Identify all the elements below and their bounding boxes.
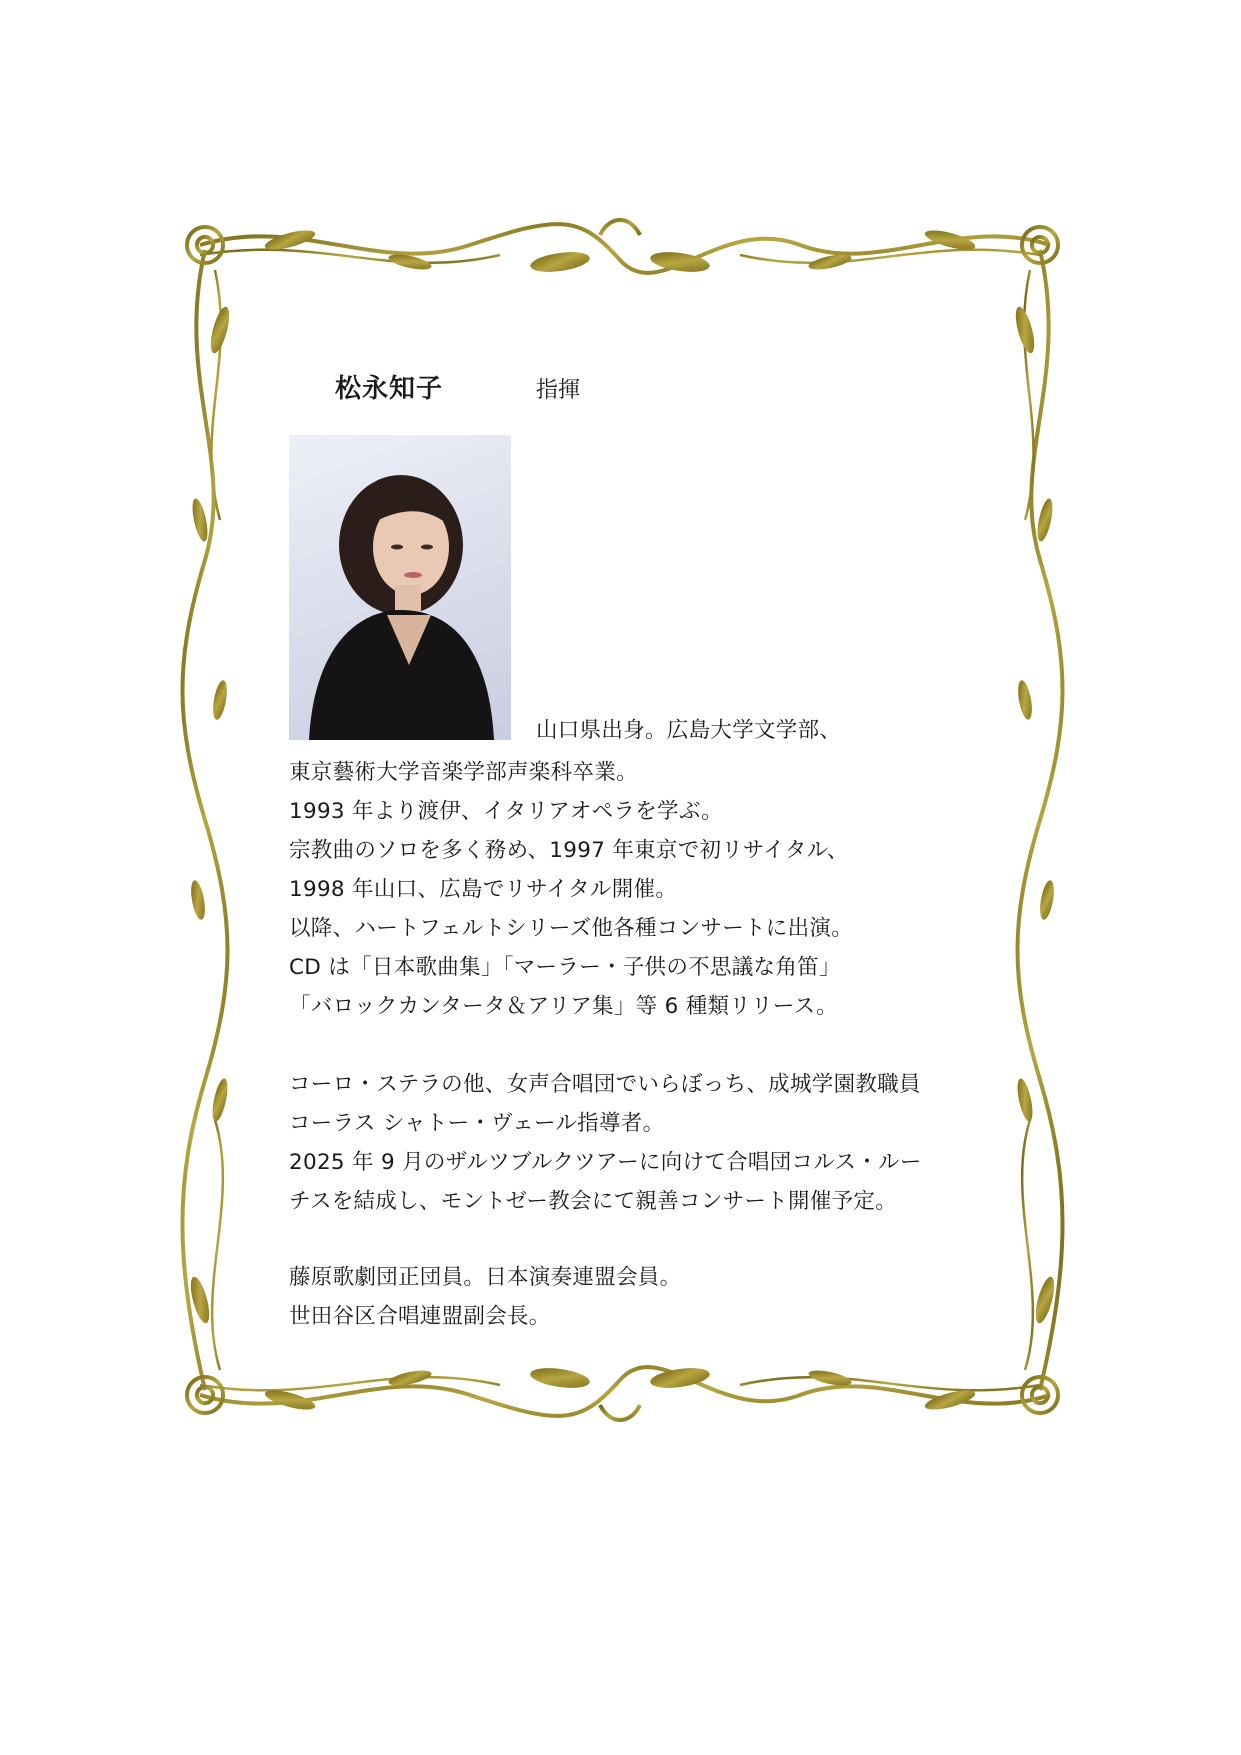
- bio-line: 世田谷区合唱連盟副会長。: [289, 1304, 551, 1329]
- bio-line: 1993 年より渡伊、イタリアオペラを学ぶ。: [289, 799, 723, 824]
- bio-line: コーラス シャトー・ヴェール指導者。: [289, 1111, 665, 1136]
- bio-line: 2025 年 9 月のザルツブルクツアーに向けて合唱団コルス・ルー: [289, 1150, 922, 1175]
- bio-line: CD は「日本歌曲集」「マーラー・子供の不思議な角笛」: [289, 955, 841, 980]
- role-label: 指揮: [536, 378, 581, 403]
- bio-line: チスを結成し、モントゼー教会にて親善コンサート開催予定。: [289, 1189, 898, 1214]
- bio-line: 藤原歌劇団正団員。日本演奏連盟会員。: [289, 1265, 682, 1290]
- bio-line: 以降、ハートフェルトシリーズ他各種コンサートに出演。: [289, 916, 854, 941]
- bio-line: 宗教曲のソロを多く務め、1997 年東京で初リサイタル、: [289, 838, 849, 863]
- bio-line: 東京藝術大学音楽学部声楽科卒業。: [289, 760, 638, 785]
- bio-lead-line: 山口県出身。広島大学文学部、: [536, 718, 842, 743]
- bio-line: 1998 年山口、広島でリサイタル開催。: [289, 877, 678, 902]
- bio-line: 「バロックカンタータ＆アリア集」等 6 種類リリース。: [289, 994, 838, 1019]
- portrait-photo: [289, 435, 511, 740]
- portrait-illustration: [289, 435, 511, 740]
- bio-line: コーロ・ステラの他、女声合唱団でいらぼっち、成城学園教職員: [289, 1072, 921, 1097]
- conductor-name: 松永知子: [335, 374, 444, 404]
